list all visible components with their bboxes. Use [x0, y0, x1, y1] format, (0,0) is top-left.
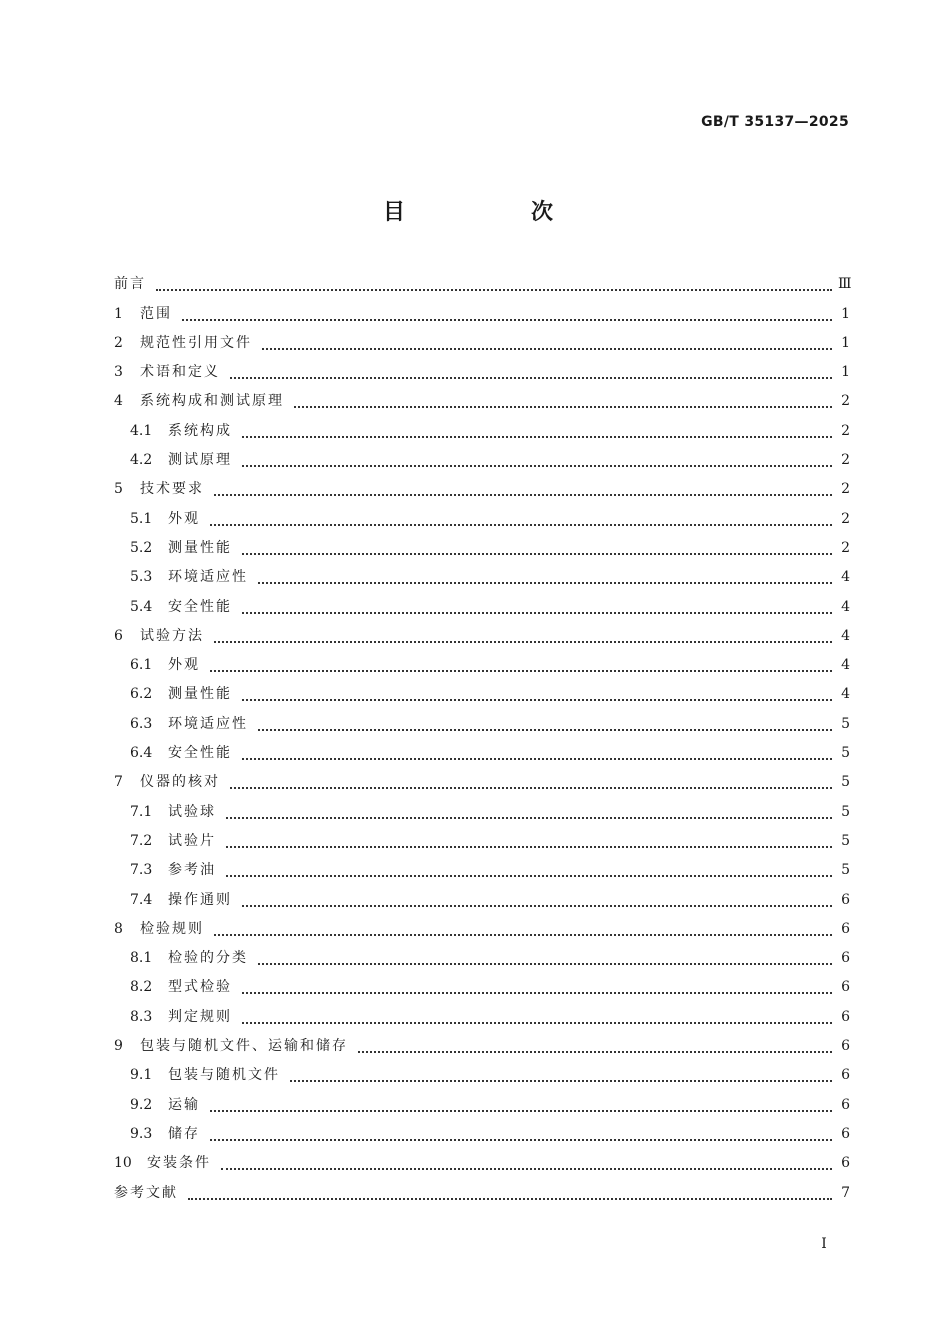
toc-leader-dots [214, 920, 832, 936]
toc-entry-label: 试验片 [168, 832, 216, 849]
toc-leader-dots [242, 978, 832, 994]
toc-entry-label: 检验的分类 [168, 950, 248, 967]
toc-entry-number: 6 [114, 627, 123, 644]
toc-entry[interactable] [114, 827, 850, 856]
toc-leader-dots [258, 715, 832, 731]
standard-code: GB/T 35137—2025 [701, 114, 849, 130]
toc-entry-number: 5.4 [130, 598, 153, 615]
toc-entry-number: 6.4 [130, 745, 153, 762]
toc-entry-page: 4 [841, 627, 850, 644]
toc-entry[interactable] [114, 299, 850, 328]
toc-entry-number: 4.1 [130, 422, 153, 439]
toc-entry-number: 7 [114, 774, 123, 791]
toc-leader-dots [214, 480, 832, 496]
toc-leader-dots [210, 656, 832, 672]
toc-entry-label: 参考油 [168, 862, 216, 879]
toc-entry-page: Ⅲ [838, 276, 852, 293]
toc-leader-dots [210, 1096, 832, 1112]
toc-entry-page: 4 [841, 686, 850, 703]
toc-entry[interactable] [114, 329, 850, 358]
toc-entry[interactable] [114, 270, 850, 299]
toc-entry-page: 7 [841, 1184, 850, 1201]
toc-entry[interactable] [114, 1002, 850, 1031]
toc-entry-label: 运输 [168, 1096, 200, 1113]
toc-entry-label: 范围 [140, 305, 172, 322]
toc-entry-label: 储存 [168, 1125, 200, 1142]
toc-entry[interactable] [114, 739, 850, 768]
toc-entry[interactable] [114, 709, 850, 738]
toc-entry-page: 6 [841, 1125, 850, 1142]
toc-leader-dots [294, 392, 832, 408]
page-title: 目 次 [382, 200, 605, 225]
toc-entry-label: 测量性能 [168, 539, 232, 556]
toc-entry-number: 5.2 [130, 539, 153, 556]
toc-entry-number: 5.1 [130, 510, 153, 527]
toc-entry-number: 4 [114, 393, 123, 410]
toc-entry[interactable] [114, 416, 850, 445]
toc-entry-page: 6 [841, 1008, 850, 1025]
toc-entry-number: 8.3 [130, 1008, 153, 1025]
toc-entry-page: 6 [841, 920, 850, 937]
toc-entry[interactable] [114, 504, 850, 533]
toc-entry[interactable] [114, 856, 850, 885]
toc-leader-dots [214, 627, 832, 643]
toc-entry-label: 仪器的核对 [140, 774, 220, 791]
toc-leader-dots [156, 275, 832, 291]
toc-entry[interactable] [114, 973, 850, 1002]
toc-entry-page: 6 [841, 1038, 850, 1055]
toc-entry[interactable] [114, 944, 850, 973]
toc-leader-dots [262, 334, 832, 350]
toc-entry-label: 试验球 [168, 803, 216, 820]
toc-entry[interactable] [114, 1120, 850, 1149]
toc-entry-number: 4.2 [130, 452, 153, 469]
toc-entry-label: 系统构成 [168, 422, 232, 439]
page-number: I [821, 1236, 827, 1252]
toc-entry-label: 检验规则 [140, 920, 204, 937]
toc-leader-dots [242, 422, 832, 438]
toc-entry-number: 7.3 [130, 862, 153, 879]
toc-entry-number: 5 [114, 481, 123, 498]
toc-entry-number: 8 [114, 920, 123, 937]
toc-entry-number: 2 [114, 334, 123, 351]
toc-entry-label: 包装与随机文件 [168, 1067, 280, 1084]
toc-leader-dots [226, 803, 832, 819]
toc-leader-dots [258, 568, 832, 584]
toc-entry[interactable] [114, 651, 850, 680]
toc-entry-number: 9.2 [130, 1096, 153, 1113]
toc-entry-label: 测试原理 [168, 452, 232, 469]
toc-entry-page: 5 [841, 774, 850, 791]
toc-entry[interactable] [114, 1149, 850, 1178]
toc-leader-dots [258, 949, 832, 965]
toc-entry[interactable] [114, 387, 850, 416]
toc-entry-page: 5 [841, 862, 850, 879]
toc-entry-page: 6 [841, 1067, 850, 1084]
toc-entry-page: 6 [841, 950, 850, 967]
toc-entry-page: 6 [841, 891, 850, 908]
toc-entry-page: 1 [841, 305, 850, 322]
toc-leader-dots [358, 1037, 832, 1053]
toc-leader-dots [290, 1066, 832, 1082]
toc-entry-number: 6.2 [130, 686, 153, 703]
toc-entry[interactable] [114, 475, 850, 504]
toc-leader-dots [242, 891, 832, 907]
toc-entry-page: 6 [841, 1096, 850, 1113]
toc-entry-page: 1 [841, 364, 850, 381]
toc-entry[interactable] [114, 915, 850, 944]
toc-entry-label: 安全性能 [168, 598, 232, 615]
toc-leader-dots [242, 539, 832, 555]
toc-leader-dots [210, 510, 832, 526]
toc-entry-page: 2 [841, 393, 850, 410]
toc-entry-page: 5 [841, 715, 850, 732]
toc-entry-label: 测量性能 [168, 686, 232, 703]
toc-entry-label: 操作通则 [168, 891, 232, 908]
toc-entry-page: 2 [841, 510, 850, 527]
toc-entry-number: 7.2 [130, 832, 153, 849]
toc-entry-number: 6.3 [130, 715, 153, 732]
toc-leader-dots [242, 744, 832, 760]
toc-entry-label: 系统构成和测试原理 [140, 393, 284, 410]
toc-leader-dots [210, 1125, 832, 1141]
toc-entry[interactable] [114, 622, 850, 651]
toc-entry-number: 6.1 [130, 657, 153, 674]
toc-entry-page: 2 [841, 481, 850, 498]
toc-entry-label: 参考文献 [114, 1184, 178, 1201]
toc-entry-page: 1 [841, 334, 850, 351]
toc-entry-label: 外观 [168, 657, 200, 674]
toc-leader-dots [221, 1154, 832, 1170]
toc-entry[interactable] [114, 1178, 850, 1207]
toc-entry-number: 10 [114, 1155, 132, 1172]
toc-entry[interactable] [114, 534, 850, 563]
toc-entry-label: 规范性引用文件 [140, 334, 252, 351]
toc-entry[interactable] [114, 885, 850, 914]
toc-entry-number: 1 [114, 305, 123, 322]
toc-entry[interactable] [114, 592, 850, 621]
toc-entry-number: 8.1 [130, 950, 153, 967]
toc-leader-dots [182, 305, 832, 321]
toc-entry-number: 8.2 [130, 979, 153, 996]
toc-leader-dots [230, 363, 832, 379]
toc-entry-number: 9.1 [130, 1067, 153, 1084]
toc-entry-number: 9 [114, 1038, 123, 1055]
toc-leader-dots [188, 1184, 832, 1200]
toc-entry-label: 环境适应性 [168, 569, 248, 586]
toc-entry-label: 技术要求 [140, 481, 204, 498]
toc-entry-page: 2 [841, 452, 850, 469]
toc-entry-label: 前言 [114, 276, 146, 293]
toc-entry-label: 外观 [168, 510, 200, 527]
toc-entry-label: 安装条件 [147, 1155, 211, 1172]
toc-entry-number: 7.1 [130, 803, 153, 820]
toc-entry-number: 7.4 [130, 891, 153, 908]
toc-entry[interactable] [114, 446, 850, 475]
toc-entry-label: 术语和定义 [140, 364, 220, 381]
toc-entry-page: 6 [841, 1155, 850, 1172]
toc-entry[interactable] [114, 680, 850, 709]
toc-entry-page: 5 [841, 803, 850, 820]
toc-entry[interactable] [114, 797, 850, 826]
toc-entry-page: 4 [841, 569, 850, 586]
toc-entry-label: 安全性能 [168, 745, 232, 762]
toc-entry[interactable] [114, 768, 850, 797]
toc-entry[interactable] [114, 358, 850, 387]
toc-entry-page: 5 [841, 832, 850, 849]
toc-entry-label: 包装与随机文件、运输和储存 [140, 1038, 348, 1055]
toc-entry-number: 9.3 [130, 1125, 153, 1142]
toc-entry-page: 4 [841, 657, 850, 674]
toc-leader-dots [226, 832, 832, 848]
toc-leader-dots [242, 1008, 832, 1024]
toc-leader-dots [242, 598, 832, 614]
toc-entry-page: 2 [841, 539, 850, 556]
toc-leader-dots [242, 451, 832, 467]
toc-entry[interactable] [114, 1061, 850, 1090]
toc-entry-label: 环境适应性 [168, 715, 248, 732]
toc-entry-label: 型式检验 [168, 979, 232, 996]
toc-entry-number: 3 [114, 364, 123, 381]
toc-leader-dots [226, 861, 832, 877]
table-of-contents [114, 270, 850, 1208]
toc-leader-dots [230, 773, 832, 789]
toc-entry-page: 2 [841, 422, 850, 439]
toc-entry-page: 5 [841, 745, 850, 762]
toc-entry-label: 试验方法 [140, 627, 204, 644]
toc-entry-page: 6 [841, 979, 850, 996]
toc-entry[interactable] [114, 563, 850, 592]
toc-entry-label: 判定规则 [168, 1008, 232, 1025]
toc-entry[interactable] [114, 1032, 850, 1061]
toc-leader-dots [242, 685, 832, 701]
toc-entry-number: 5.3 [130, 569, 153, 586]
toc-entry-page: 4 [841, 598, 850, 615]
toc-entry[interactable] [114, 1090, 850, 1119]
